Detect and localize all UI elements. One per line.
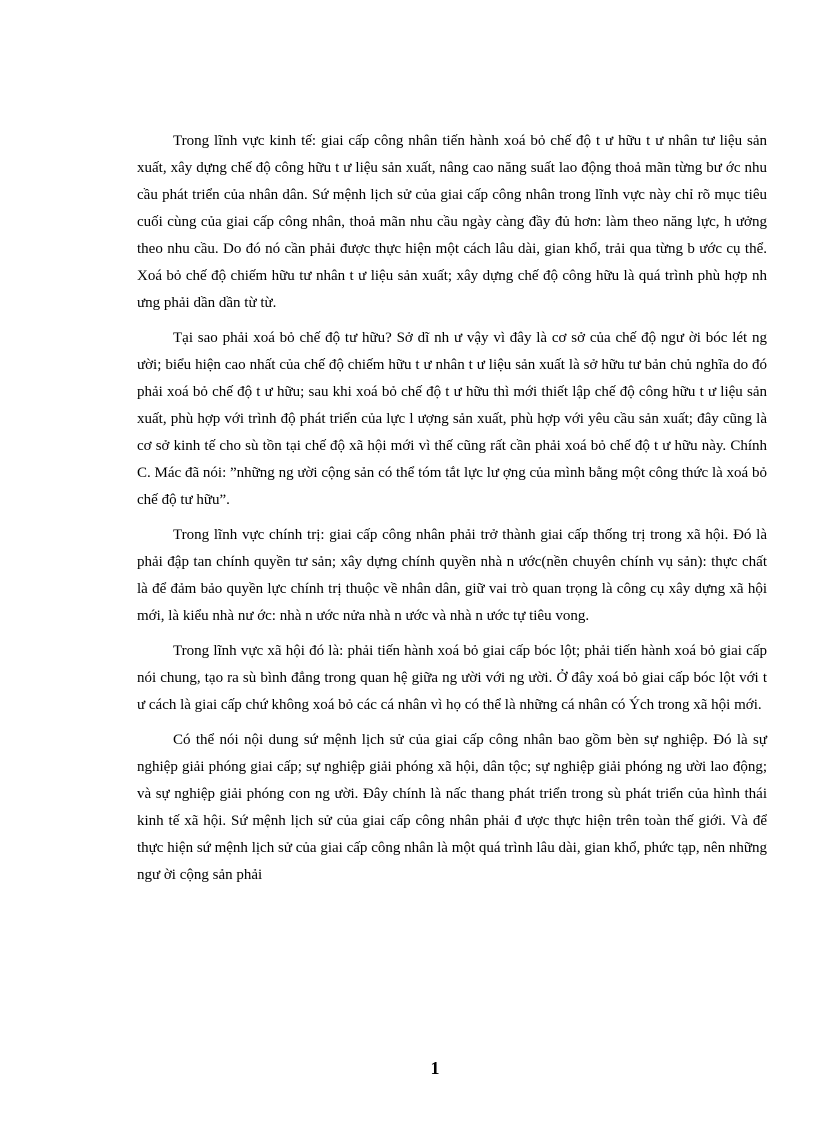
page-number: 1 <box>430 1058 440 1078</box>
paragraph-private-ownership: Tại sao phải xoá bỏ chế độ tư hữu? Sở dĩ nh ư vậy vì đây là cơ sở của chế độ ngư ời bóc lét ng ười; biểu hiện cao nhất của chế độ chiếm hữu t ư nhân t ư liệu sản xuất là sở hữu tư bản chủ nghĩa do đó phải xoá bỏ chế độ t ư hữu; sau khi xoá bỏ chế độ t ư hữu thì mới thiết lập chế độ công hữu t ư liệu sản xuất, phù hợp với trình độ phát triển của lực l ượng sản xuất, phù hợp với yêu cầu sản xuất; đây cũng là cơ sở kinh tế cho sù tồn tại chế độ xã hội mới vì thế cũng rất cần phải xoá bỏ chế độ t ư hữu này. Chính C. Mác đã nói: ”những ng ười cộng sản có thể tóm tắt lực lư ợng của mình bằng một công thức là xoá bỏ chế độ tư hữu”. <box>137 330 767 508</box>
paragraph-society: Trong lĩnh vực xã hội đó là: phải tiến hành xoá bỏ giai cấp bóc lột; phải tiến hành xoá bỏ giai cấp nói chung, tạo ra sù bình đẳng trong quan hệ giữa ng ười với ng ười. Ở đây xoá bỏ giai cấp bóc lột với t ư cách là giai cấp chứ không xoá bỏ các cá nhân vì họ có thể là những cá nhân có Ých trong xã hội mới. <box>137 643 767 713</box>
paragraph-politics: Trong lĩnh vực chính trị: giai cấp công nhân phải trở thành giai cấp thống trị trong xã hội. Đó là phải đập tan chính quyền tư sản; xây dựng chính quyền nhà n ước(nền chuyên chính vụ sản): thực chất là để đảm bảo quyền lực chính trị thuộc về nhân dân, giữ vai trò quan trọng là công cụ xây dựng xã hội mới, là kiểu nhà nư ớc: nhà n ước nửa nhà n ước và nhà n ước tự tiêu vong. <box>137 527 767 624</box>
document-body <box>137 128 767 897</box>
paragraph-historic-mission: Có thể nói nội dung sứ mệnh lịch sử của giai cấp công nhân bao gồm bèn sự nghiệp. Đó là sự nghiệp giải phóng giai cấp; sự nghiệp giải phóng xã hội, dân tộc; sự nghiệp giải phóng ng ười lao động; và sự nghiệp giải phóng con ng ười. Đây chính là nấc thang phát triển trong sù phát triển của hình thái kinh tế xã hội. Sứ mệnh lịch sử của giai cấp công nhân phải đ ược thực hiện trên toàn thế giới. Và để thực hiện sứ mệnh lịch sử của giai cấp công nhân là một quá trình lâu dài, gian khổ, phức tạp, nên những ngư ời cộng sản phải <box>137 732 767 883</box>
paragraph-economy: Trong lĩnh vực kinh tế: giai cấp công nhân tiến hành xoá bỏ chế độ t ư hữu t ư nhân tư liệu sản xuất, xây dựng chế độ công hữu t ư liệu sản xuất, nâng cao năng suất lao động thoả mãn từng bư ớc nhu cầu phát triển của nhân dân. Sứ mệnh lịch sử của giai cấp công nhân trong lĩnh vực này chỉ rõ mục tiêu cuối cùng của giai cấp công nhân, thoả mãn nhu cầu ngày càng đầy đủ hơn: làm theo năng lực, h ưởng theo nhu cầu. Do đó nó cần phải được thực hiện một cách lâu dài, gian khổ, trải qua từng b ước cụ thể. Xoá bỏ chế độ chiếm hữu tư nhân t ư liệu sản xuất; xây dựng chế độ công hữu là quá trình phù hợp nh ưng phải dần dần từ từ. <box>137 133 767 311</box>
